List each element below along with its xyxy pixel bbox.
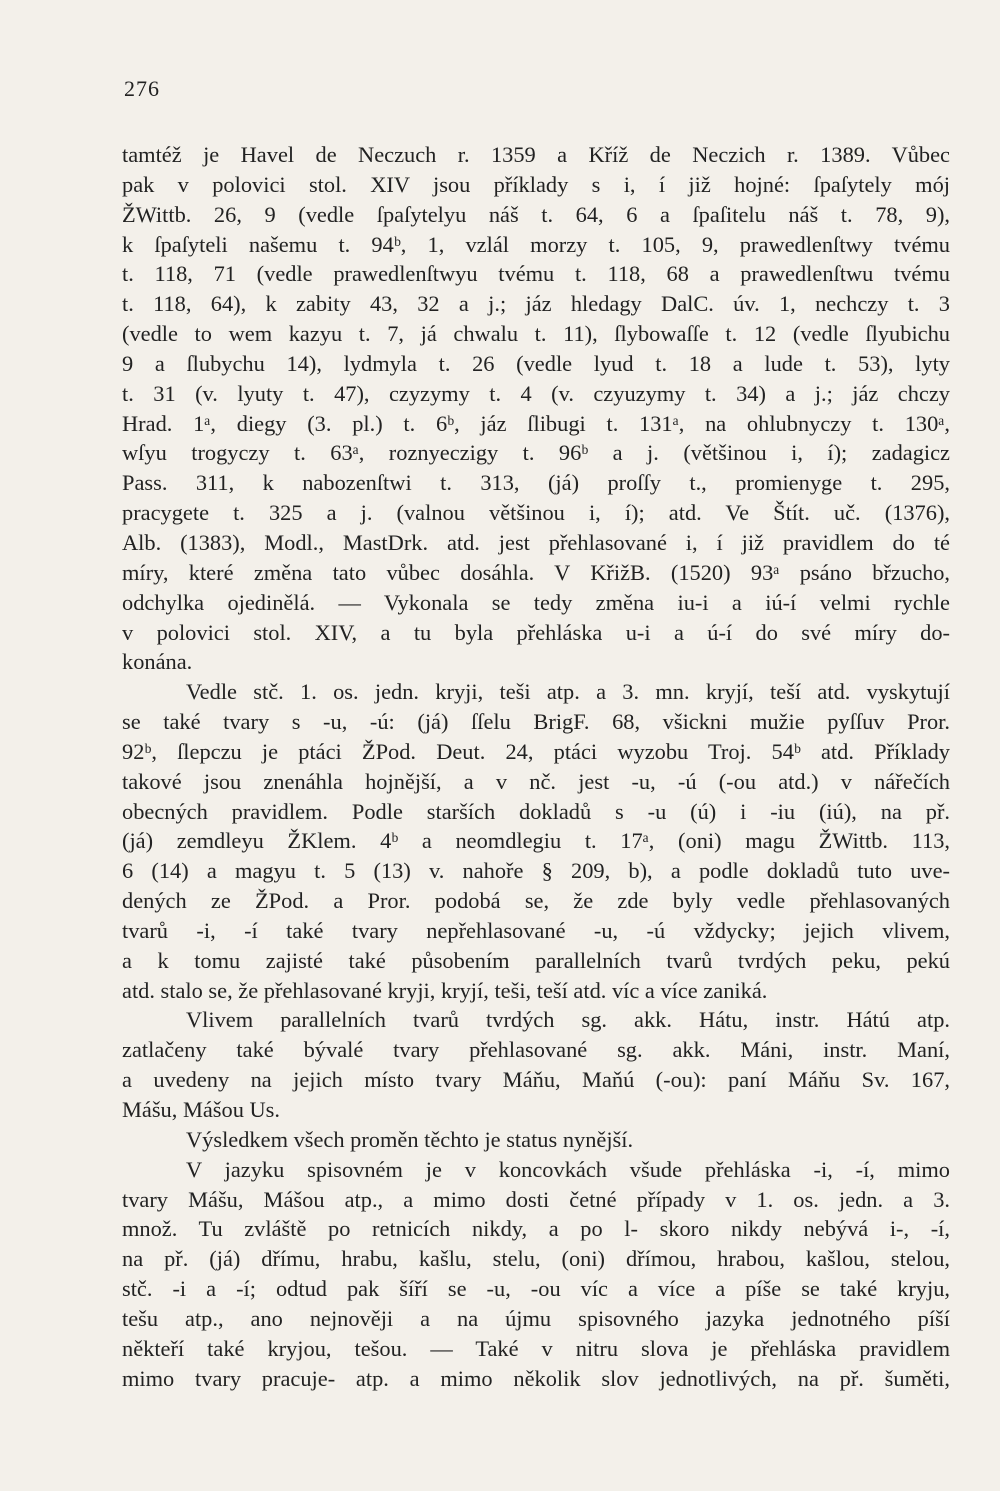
text-line: pracygete t. 325 a j. (valnou většinou i, í); atd. Ve Štít. uč. (1376), bbox=[122, 500, 950, 526]
text-line: atd. stalo se, že přehlasované kryji, kryjí, teši, teší atd. víc a více zaniká. bbox=[122, 977, 768, 1003]
text-line: stč. -i a -í; odtud pak šíří se -u, -ou víc a více a píše se také kryju, bbox=[122, 1276, 950, 1302]
text-line: množ. Tu zvláště po retnicích nikdy, a po l- skoro nikdy nebývá i-, -í, bbox=[122, 1216, 950, 1242]
text-line: Vlivem parallelních tvarů tvrdých sg. akk. Hátu, instr. Hátú atp. bbox=[186, 1007, 950, 1033]
text-line: Alb. (1383), Modl., MastDrk. atd. jest přehlasované i, í již pravidlem do té bbox=[122, 529, 950, 555]
text-line: pak v polovici stol. XIV jsou příklady s i, í již hojné: ſpaſytely mój bbox=[122, 171, 950, 197]
text-line: Hrad. 1ᵃ, diegy (3. pl.) t. 6ᵇ, jáz ſlibugi t. 131ᵃ, na ohlubnyczy t. 130ᵃ, bbox=[122, 410, 950, 436]
text-line: ŽWittb. 26, 9 (vedle ſpaſytelyu náš t. 64, 6 a ſpaſitelu náš t. 78, 9), bbox=[122, 201, 950, 227]
text-line: obecných pravidlem. Podle starších dokladů s -u (ú) i -iu (iú), na př. bbox=[122, 798, 950, 824]
text-line: dených ze ŽPod. a Pror. podobá se, že zde byly vedle přehlasovaných bbox=[122, 888, 950, 914]
text-line: Vedle stč. 1. os. jedn. kryji, teši atp. a 3. mn. kryjí, teší atd. vyskytují bbox=[186, 679, 950, 705]
text-line: takové jsou znenáhla hojnější, a v nč. jest -u, -ú (-ou atd.) v nářečích bbox=[122, 768, 950, 794]
text-line: odchylka ojedinělá. — Vykonala se tedy změna iu-i a iú-í velmi rychle bbox=[122, 589, 950, 615]
text-line: wſyu trogyczy t. 63ᵃ, roznyeczigy t. 96ᵇ a j. (většinou i, í); zadagicz bbox=[122, 440, 950, 466]
text-line: zatlačeny také bývalé tvary přehlasované sg. akk. Máni, instr. Maní, bbox=[122, 1037, 950, 1063]
text-line: t. 118, 71 (vedle prawedlenſtwyu tvému t. 118, 68 a prawedlenſtwu tvému bbox=[122, 261, 950, 287]
text-line: t. 31 (v. lyuty t. 47), czyzymy t. 4 (v. czyuzymy t. 34) a j.; jáz chczy bbox=[122, 380, 950, 406]
text-line: V jazyku spisovném je v koncovkách všude přehláska -i, -í, mimo bbox=[186, 1156, 950, 1182]
text-line: někteří také kryjou, tešou. — Také v nitru slova je přehláska pravidlem bbox=[122, 1335, 950, 1361]
text-line: tvarů -i, -í také tvary nepřehlasované -u, -ú vždycky; jejich vlivem, bbox=[122, 917, 950, 943]
text-line: konána. bbox=[122, 649, 193, 675]
text-line: (vedle to wem kazyu t. 7, já chwalu t. 11), ſlybowaſſe t. 12 (vedle ſlyubichu bbox=[122, 321, 950, 347]
text-line: 92ᵇ, ſlepczu je ptáci ŽPod. Deut. 24, ptáci wyzobu Troj. 54ᵇ atd. Příklady bbox=[122, 738, 950, 764]
text-line: 9 a ſlubychu 14), lydmyla t. 26 (vedle lyud t. 18 a lude t. 53), lyty bbox=[122, 350, 950, 376]
text-line: Výsledkem všech proměn těchto je status nynější. bbox=[186, 1126, 634, 1152]
text-line: Pass. 311, k nabozenſtwi t. 313, (já) proſſy t., promienyge t. 295, bbox=[122, 470, 950, 496]
text-line: a uvedeny na jejich místo tvary Máňu, Maňú (-ou): paní Máňu Sv. 167, bbox=[122, 1067, 950, 1093]
text-line: mimo tvary pracuje- atp. a mimo několik slov jednotlivých, na př. šuměti, bbox=[122, 1365, 950, 1391]
text-line: (já) zemdleyu ŽKlem. 4ᵇ a neomdlegiu t. 17ᵃ, (oni) magu ŽWittb. 113, bbox=[122, 828, 950, 854]
text-line: a k tomu zajisté také působením parallelních tvarů tvrdých peku, pekú bbox=[122, 947, 950, 973]
text-line: 6 (14) a magyu t. 5 (13) v. nahoře § 209, b), a podle dokladů tuto uve- bbox=[122, 858, 950, 884]
text-line: tamtéž je Havel de Neczuch r. 1359 a Kříž de Neczich r. 1389. Vůbec bbox=[122, 142, 950, 167]
page-number: 276 bbox=[124, 76, 160, 101]
text-line: k ſpaſyteli našemu t. 94ᵇ, 1, vzlál morzy t. 105, 9, prawedlenſtwy tvému bbox=[122, 231, 950, 257]
text-line: se také tvary s -u, -ú: (já) ſſelu BrigF. 68, všickni mužie pyſſuv Pror. bbox=[122, 709, 950, 735]
text-line: Mášu, Mášou Us. bbox=[122, 1097, 280, 1122]
text-line: v polovici stol. XIV, a tu byla přehláska u-i a ú-í do své míry do- bbox=[122, 619, 950, 645]
text-line: tvary Mášu, Mášou atp., a mimo dosti četné případy v 1. os. jedn. a 3. bbox=[122, 1186, 950, 1212]
text-line: t. 118, 64), k zabity 43, 32 a j.; jáz hledagy DalC. úv. 1, nechczy t. 3 bbox=[122, 291, 950, 317]
text-line: na př. (já) dřímu, hrabu, kašlu, stelu, (oni) dřímou, hrabou, kašlou, stelou, bbox=[122, 1246, 950, 1272]
body-text bbox=[122, 140, 950, 1393]
text-line: tešu atp., ano nejnověji a na újmu spisovného jazyka jednotného píší bbox=[122, 1305, 950, 1331]
text-line: míry, které změna tato vůbec dosáhla. V KřižB. (1520) 93ᵃ psáno břzucho, bbox=[122, 559, 950, 585]
